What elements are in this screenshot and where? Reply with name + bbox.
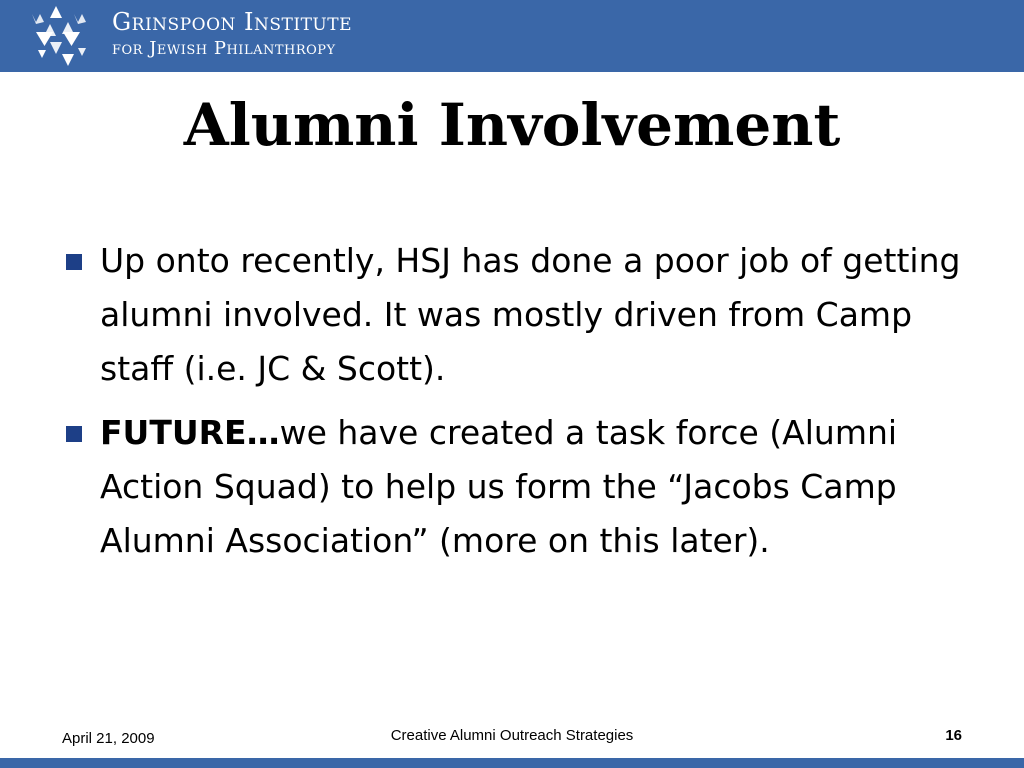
header-band bbox=[0, 0, 1024, 72]
footer-date: April 21, 2009 bbox=[62, 730, 155, 747]
bullet-item bbox=[62, 406, 962, 568]
bullet-text: we have created a task force (Alumni Action Squad) to help us form the “Jacobs Camp Alumni Association” (more on this later). bbox=[100, 413, 898, 560]
bullet-item bbox=[62, 234, 962, 396]
footer-band bbox=[0, 758, 1024, 768]
bullet-text: Up onto recently, HSJ has done a poor job of getting alumni involved. It was mostly driven from Camp staff (i.e. JC & Scott). bbox=[100, 241, 961, 388]
footer-page-number: 16 bbox=[945, 727, 962, 744]
square-bullet-icon bbox=[66, 426, 82, 442]
footer-presentation-title: Creative Alumni Outreach Strategies bbox=[390, 727, 634, 744]
bullet-list bbox=[62, 234, 962, 578]
square-bullet-icon bbox=[66, 254, 82, 270]
organization-name bbox=[112, 10, 352, 58]
slide-title: Alumni Involvement bbox=[183, 91, 841, 159]
organization-name-line1: Grinspoon Institute bbox=[112, 8, 352, 36]
bullet-lead: FUTURE… bbox=[100, 413, 280, 452]
star-of-david-logo-icon bbox=[22, 2, 104, 70]
organization-name-line2: for Jewish Philanthropy bbox=[112, 38, 336, 59]
